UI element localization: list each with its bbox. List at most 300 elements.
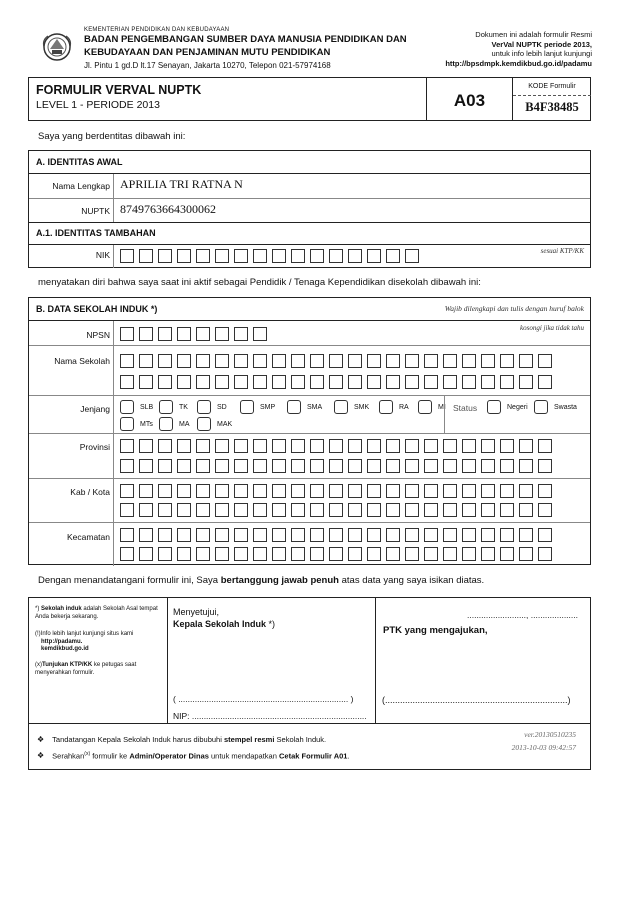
input-cell[interactable] <box>348 547 362 561</box>
input-cell[interactable] <box>500 354 514 368</box>
input-cell[interactable] <box>215 503 229 517</box>
input-cell[interactable] <box>139 484 153 498</box>
input-cell[interactable] <box>329 503 343 517</box>
section-b-hint: Wajib dilengkapi dan tulis dengan huruf balok <box>444 304 584 313</box>
input-cell[interactable] <box>158 484 172 498</box>
input-cell[interactable] <box>386 484 400 498</box>
input-cell[interactable] <box>310 528 324 542</box>
input-cell[interactable] <box>367 439 381 453</box>
nama-sekolah-input-row2[interactable] <box>120 375 552 389</box>
input-cell[interactable] <box>481 484 495 498</box>
status-negeri[interactable] <box>487 400 528 414</box>
input-cell[interactable] <box>500 503 514 517</box>
footer-divider <box>29 723 590 724</box>
input-cell[interactable] <box>158 547 172 561</box>
checkbox-box[interactable] <box>287 400 301 414</box>
input-cell[interactable] <box>329 484 343 498</box>
input-cell[interactable] <box>405 503 419 517</box>
input-cell[interactable] <box>538 528 552 542</box>
note-url[interactable]: http://bpsdmpk.kemdikbud.go.id/padamu <box>445 58 592 68</box>
input-cell[interactable] <box>424 547 438 561</box>
input-cell[interactable] <box>139 547 153 561</box>
input-cell[interactable] <box>519 528 533 542</box>
row-divider <box>29 198 590 199</box>
input-cell[interactable] <box>462 375 476 389</box>
bullet-text: Tandatangan Kepala Sekolah Induk harus dibubuhi <box>52 735 224 744</box>
checkbox-box[interactable] <box>159 400 173 414</box>
input-cell[interactable] <box>538 503 552 517</box>
input-cell[interactable] <box>291 249 305 263</box>
signature-section <box>28 597 591 770</box>
checkbox-box[interactable] <box>159 417 173 431</box>
input-cell[interactable] <box>215 354 229 368</box>
npsn-hint: kosongi jika tidak tahu <box>520 324 584 332</box>
input-cell[interactable] <box>405 249 419 263</box>
status-option-label: Negeri <box>507 403 528 411</box>
jenjang-ma[interactable] <box>159 417 190 431</box>
nama-label: Nama Lengkap <box>52 181 110 191</box>
footer-bullet-submit <box>37 751 350 761</box>
footer-bullet-stamp <box>37 735 326 744</box>
kecamatan-label: Kecamatan <box>67 532 110 542</box>
input-cell[interactable] <box>158 503 172 517</box>
jenjang-mi[interactable] <box>418 400 446 414</box>
input-cell[interactable] <box>348 528 362 542</box>
footnote-ktp <box>35 662 160 677</box>
input-cell[interactable] <box>291 547 305 561</box>
jenjang-option-label: MA <box>179 420 190 428</box>
input-cell[interactable] <box>158 249 172 263</box>
input-cell[interactable] <box>538 375 552 389</box>
input-cell[interactable] <box>120 354 134 368</box>
nuptk-value[interactable]: 8749763664300062 <box>120 202 216 216</box>
checkbox-box[interactable] <box>487 400 501 414</box>
input-cell[interactable] <box>538 547 552 561</box>
input-cell[interactable] <box>405 528 419 542</box>
input-cell[interactable] <box>519 484 533 498</box>
checkbox-box[interactable] <box>120 417 134 431</box>
input-cell[interactable] <box>120 249 134 263</box>
input-cell[interactable] <box>310 249 324 263</box>
input-cell[interactable] <box>253 327 267 341</box>
bullet-sup: (x) <box>84 751 91 757</box>
approve-title <box>173 619 275 629</box>
declaration-bold: bertanggung jawab penuh <box>220 575 339 586</box>
input-cell[interactable] <box>519 439 533 453</box>
input-cell[interactable] <box>215 327 229 341</box>
bullet-bold: stempel resmi <box>223 735 275 744</box>
kab-label: Kab / Kota <box>70 487 110 497</box>
input-cell[interactable] <box>348 375 362 389</box>
place-date-field[interactable]: ........................., .................... <box>467 610 578 620</box>
jenjang-option-label: TK <box>179 403 188 411</box>
status-swasta[interactable] <box>534 400 577 414</box>
jenjang-mts[interactable] <box>120 417 153 431</box>
jenjang-smk[interactable] <box>334 400 369 414</box>
input-cell[interactable] <box>386 503 400 517</box>
checkbox-box[interactable] <box>240 400 254 414</box>
input-cell[interactable] <box>253 459 267 473</box>
input-cell[interactable] <box>538 484 552 498</box>
provinsi-input-row2[interactable] <box>120 459 552 473</box>
input-cell[interactable] <box>310 354 324 368</box>
input-cell[interactable] <box>253 249 267 263</box>
kepsek-signature-line[interactable]: ( ........................................................................ ) <box>173 694 354 704</box>
input-cell[interactable] <box>538 459 552 473</box>
input-cell[interactable] <box>139 528 153 542</box>
checkbox-box[interactable] <box>197 417 211 431</box>
input-cell[interactable] <box>272 484 286 498</box>
input-cell[interactable] <box>234 439 248 453</box>
input-cell[interactable] <box>367 528 381 542</box>
footnote-link[interactable]: kemdikbud.go.id <box>41 646 89 652</box>
input-cell[interactable] <box>481 375 495 389</box>
input-cell[interactable] <box>443 503 457 517</box>
input-cell[interactable] <box>443 459 457 473</box>
header-block <box>84 27 434 70</box>
input-cell[interactable] <box>196 249 210 263</box>
input-cell[interactable] <box>405 375 419 389</box>
jenjang-mak[interactable] <box>197 417 232 431</box>
input-cell[interactable] <box>196 354 210 368</box>
input-cell[interactable] <box>291 484 305 498</box>
input-cell[interactable] <box>158 327 172 341</box>
input-cell[interactable] <box>139 439 153 453</box>
input-cell[interactable] <box>177 354 191 368</box>
input-cell[interactable] <box>386 528 400 542</box>
input-cell[interactable] <box>348 484 362 498</box>
input-cell[interactable] <box>367 547 381 561</box>
input-cell[interactable] <box>462 503 476 517</box>
input-cell[interactable] <box>158 528 172 542</box>
input-cell[interactable] <box>120 375 134 389</box>
input-cell[interactable] <box>139 459 153 473</box>
input-cell[interactable] <box>234 547 248 561</box>
input-cell[interactable] <box>405 547 419 561</box>
kab-input-row1[interactable] <box>120 484 552 498</box>
input-cell[interactable] <box>348 439 362 453</box>
jenjang-option-label: SLB <box>140 403 154 411</box>
input-cell[interactable] <box>291 354 305 368</box>
input-cell[interactable] <box>177 484 191 498</box>
input-cell[interactable] <box>500 439 514 453</box>
input-cell[interactable] <box>272 503 286 517</box>
jenjang-sd[interactable] <box>197 400 227 414</box>
input-cell[interactable] <box>158 459 172 473</box>
bullet-bold: Admin/Operator Dinas <box>129 751 209 761</box>
input-cell[interactable] <box>310 484 324 498</box>
input-cell[interactable] <box>291 528 305 542</box>
input-cell[interactable] <box>481 459 495 473</box>
input-cell[interactable] <box>139 354 153 368</box>
input-cell[interactable] <box>462 459 476 473</box>
jenjang-slb[interactable] <box>120 400 153 414</box>
input-cell[interactable] <box>215 484 229 498</box>
input-cell[interactable] <box>272 375 286 389</box>
input-cell[interactable] <box>272 547 286 561</box>
status-divider <box>444 395 445 433</box>
input-cell[interactable] <box>272 459 286 473</box>
input-cell[interactable] <box>196 327 210 341</box>
footnote-sekolah-induk <box>35 606 160 621</box>
input-cell[interactable] <box>234 503 248 517</box>
input-cell[interactable] <box>443 528 457 542</box>
input-cell[interactable] <box>234 459 248 473</box>
footnote-link[interactable]: http://padamu. <box>41 638 83 645</box>
input-cell[interactable] <box>329 528 343 542</box>
input-cell[interactable] <box>329 354 343 368</box>
input-cell[interactable] <box>272 528 286 542</box>
input-cell[interactable] <box>443 439 457 453</box>
input-cell[interactable] <box>519 547 533 561</box>
input-cell[interactable] <box>386 354 400 368</box>
input-cell[interactable] <box>139 327 153 341</box>
input-cell[interactable] <box>367 249 381 263</box>
jenjang-option-label: MTs <box>140 420 153 428</box>
input-cell[interactable] <box>405 484 419 498</box>
checkbox-box[interactable] <box>534 400 548 414</box>
input-cell[interactable] <box>348 503 362 517</box>
nik-input[interactable] <box>120 249 419 263</box>
input-cell[interactable] <box>291 459 305 473</box>
kecamatan-input-row2[interactable] <box>120 547 552 561</box>
input-cell[interactable] <box>443 375 457 389</box>
kecamatan-input-row1[interactable] <box>120 528 552 542</box>
checkbox-box[interactable] <box>418 400 432 414</box>
agency-line-2: KEBUDAYAAN DAN PENJAMINAN MUTU PENDIDIKAN <box>84 47 331 58</box>
input-cell[interactable] <box>234 375 248 389</box>
input-cell[interactable] <box>386 439 400 453</box>
jenjang-option-label: MI <box>438 403 446 411</box>
input-cell[interactable] <box>177 547 191 561</box>
input-cell[interactable] <box>310 375 324 389</box>
checkbox-box[interactable] <box>197 400 211 414</box>
input-cell[interactable] <box>443 484 457 498</box>
agency-address: Jl. Pintu 1 gd.D lt.17 Senayan, Jakarta 10270, Telepon 021-57974168 <box>84 61 331 70</box>
input-cell[interactable] <box>424 528 438 542</box>
input-cell[interactable] <box>367 484 381 498</box>
input-cell[interactable] <box>310 547 324 561</box>
input-cell[interactable] <box>462 547 476 561</box>
timestamp-text: 2013-10-03 09:42:57 <box>511 743 576 752</box>
official-note <box>392 30 592 68</box>
input-cell[interactable] <box>519 354 533 368</box>
input-cell[interactable] <box>215 249 229 263</box>
input-cell[interactable] <box>196 528 210 542</box>
kab-input-row2[interactable] <box>120 503 552 517</box>
input-cell[interactable] <box>519 503 533 517</box>
kode-formulir-box <box>512 78 591 120</box>
input-cell[interactable] <box>272 249 286 263</box>
input-cell[interactable] <box>234 484 248 498</box>
checkbox-box[interactable] <box>334 400 348 414</box>
input-cell[interactable] <box>538 354 552 368</box>
input-cell[interactable] <box>139 503 153 517</box>
input-cell[interactable] <box>481 354 495 368</box>
checkbox-box[interactable] <box>379 400 393 414</box>
intro-text: Saya yang berdentitas dibawah ini: <box>38 131 186 142</box>
input-cell[interactable] <box>120 528 134 542</box>
checkbox-box[interactable] <box>120 400 134 414</box>
statement-text: menyatakan diri bahwa saya saat ini aktif sebagai Pendidik / Tenaga Kependidikan disekolah dibawah ini: <box>38 277 481 288</box>
nama-sekolah-input-row1[interactable] <box>120 354 552 368</box>
input-cell[interactable] <box>348 354 362 368</box>
input-cell[interactable] <box>519 459 533 473</box>
input-cell[interactable] <box>481 547 495 561</box>
input-cell[interactable] <box>348 459 362 473</box>
input-cell[interactable] <box>215 528 229 542</box>
input-cell[interactable] <box>443 354 457 368</box>
input-cell[interactable] <box>329 459 343 473</box>
input-cell[interactable] <box>177 528 191 542</box>
input-cell[interactable] <box>253 375 267 389</box>
input-cell[interactable] <box>500 375 514 389</box>
input-cell[interactable] <box>158 354 172 368</box>
input-cell[interactable] <box>500 528 514 542</box>
note-line-3: untuk info lebih lanjut kunjungi <box>491 49 592 58</box>
input-cell[interactable] <box>120 503 134 517</box>
declaration-pre: Dengan menandatangani formulir ini, Saya <box>38 575 221 586</box>
input-cell[interactable] <box>177 375 191 389</box>
input-cell[interactable] <box>481 439 495 453</box>
jenjang-smp[interactable] <box>240 400 275 414</box>
input-cell[interactable] <box>367 375 381 389</box>
input-cell[interactable] <box>329 375 343 389</box>
input-cell[interactable] <box>158 439 172 453</box>
input-cell[interactable] <box>500 459 514 473</box>
input-cell[interactable] <box>139 249 153 263</box>
input-cell[interactable] <box>177 503 191 517</box>
input-cell[interactable] <box>329 439 343 453</box>
input-cell[interactable] <box>424 354 438 368</box>
input-cell[interactable] <box>177 249 191 263</box>
input-cell[interactable] <box>291 375 305 389</box>
input-cell[interactable] <box>538 439 552 453</box>
nuptk-label: NUPTK <box>81 206 110 216</box>
section-b-title: B. DATA SEKOLAH INDUK *) <box>29 298 590 321</box>
input-cell[interactable] <box>329 249 343 263</box>
input-cell[interactable] <box>120 547 134 561</box>
input-cell[interactable] <box>120 327 134 341</box>
input-cell[interactable] <box>196 547 210 561</box>
ptk-signature-line[interactable]: (.........................................................................) <box>382 695 571 705</box>
input-cell[interactable] <box>253 547 267 561</box>
input-cell[interactable] <box>310 439 324 453</box>
input-cell[interactable] <box>386 249 400 263</box>
input-cell[interactable] <box>348 249 362 263</box>
input-cell[interactable] <box>500 547 514 561</box>
input-cell[interactable] <box>462 484 476 498</box>
input-cell[interactable] <box>120 459 134 473</box>
input-cell[interactable] <box>405 439 419 453</box>
input-cell[interactable] <box>215 439 229 453</box>
input-cell[interactable] <box>424 439 438 453</box>
input-cell[interactable] <box>367 459 381 473</box>
input-cell[interactable] <box>196 439 210 453</box>
input-cell[interactable] <box>386 459 400 473</box>
input-cell[interactable] <box>177 439 191 453</box>
status-label: Status <box>453 403 478 413</box>
input-cell[interactable] <box>120 484 134 498</box>
jenjang-option-label: SMA <box>307 403 323 411</box>
input-cell[interactable] <box>196 459 210 473</box>
jenjang-option-label: SD <box>217 403 227 411</box>
input-cell[interactable] <box>310 503 324 517</box>
input-cell[interactable] <box>519 375 533 389</box>
input-cell[interactable] <box>462 439 476 453</box>
npsn-input[interactable] <box>120 327 267 341</box>
row-divider <box>29 433 590 434</box>
nip-field[interactable]: NIP: .......................................................................... <box>173 711 367 721</box>
input-cell[interactable] <box>120 439 134 453</box>
input-cell[interactable] <box>234 249 248 263</box>
input-cell[interactable] <box>234 528 248 542</box>
input-cell[interactable] <box>367 503 381 517</box>
input-cell[interactable] <box>329 547 343 561</box>
jenjang-tk[interactable] <box>159 400 188 414</box>
input-cell[interactable] <box>386 375 400 389</box>
nik-label: NIK <box>95 250 110 260</box>
input-cell[interactable] <box>424 484 438 498</box>
input-cell[interactable] <box>272 354 286 368</box>
input-cell[interactable] <box>253 354 267 368</box>
form-code: A03 <box>426 78 512 120</box>
input-cell[interactable] <box>139 375 153 389</box>
provinsi-input-row1[interactable] <box>120 439 552 453</box>
input-cell[interactable] <box>386 547 400 561</box>
input-cell[interactable] <box>405 354 419 368</box>
input-cell[interactable] <box>158 375 172 389</box>
input-cell[interactable] <box>196 375 210 389</box>
jenjang-option-label: SMK <box>354 403 370 411</box>
input-cell[interactable] <box>215 547 229 561</box>
input-cell[interactable] <box>253 484 267 498</box>
input-cell[interactable] <box>500 484 514 498</box>
input-cell[interactable] <box>367 354 381 368</box>
input-cell[interactable] <box>196 484 210 498</box>
input-cell[interactable] <box>443 547 457 561</box>
input-cell[interactable] <box>234 327 248 341</box>
input-cell[interactable] <box>424 459 438 473</box>
bullet-text: untuk mendapatkan <box>208 751 279 761</box>
input-cell[interactable] <box>272 439 286 453</box>
input-cell[interactable] <box>462 354 476 368</box>
input-cell[interactable] <box>481 528 495 542</box>
input-cell[interactable] <box>253 439 267 453</box>
input-cell[interactable] <box>215 459 229 473</box>
input-cell[interactable] <box>291 503 305 517</box>
input-cell[interactable] <box>481 503 495 517</box>
input-cell[interactable] <box>310 459 324 473</box>
input-cell[interactable] <box>253 503 267 517</box>
input-cell[interactable] <box>291 439 305 453</box>
input-cell[interactable] <box>215 375 229 389</box>
input-cell[interactable] <box>424 375 438 389</box>
form-title: FORMULIR VERVAL NUPTK <box>36 83 202 97</box>
input-cell[interactable] <box>253 528 267 542</box>
approve-label: Menyetujui, <box>173 607 220 617</box>
input-cell[interactable] <box>177 327 191 341</box>
input-cell[interactable] <box>234 354 248 368</box>
input-cell[interactable] <box>405 459 419 473</box>
input-cell[interactable] <box>462 528 476 542</box>
input-cell[interactable] <box>196 503 210 517</box>
jenjang-sma[interactable] <box>287 400 322 414</box>
input-cell[interactable] <box>424 503 438 517</box>
input-cell[interactable] <box>177 459 191 473</box>
nama-value[interactable]: APRILIA TRI RATNA N <box>120 177 243 191</box>
jenjang-ra[interactable] <box>379 400 409 414</box>
